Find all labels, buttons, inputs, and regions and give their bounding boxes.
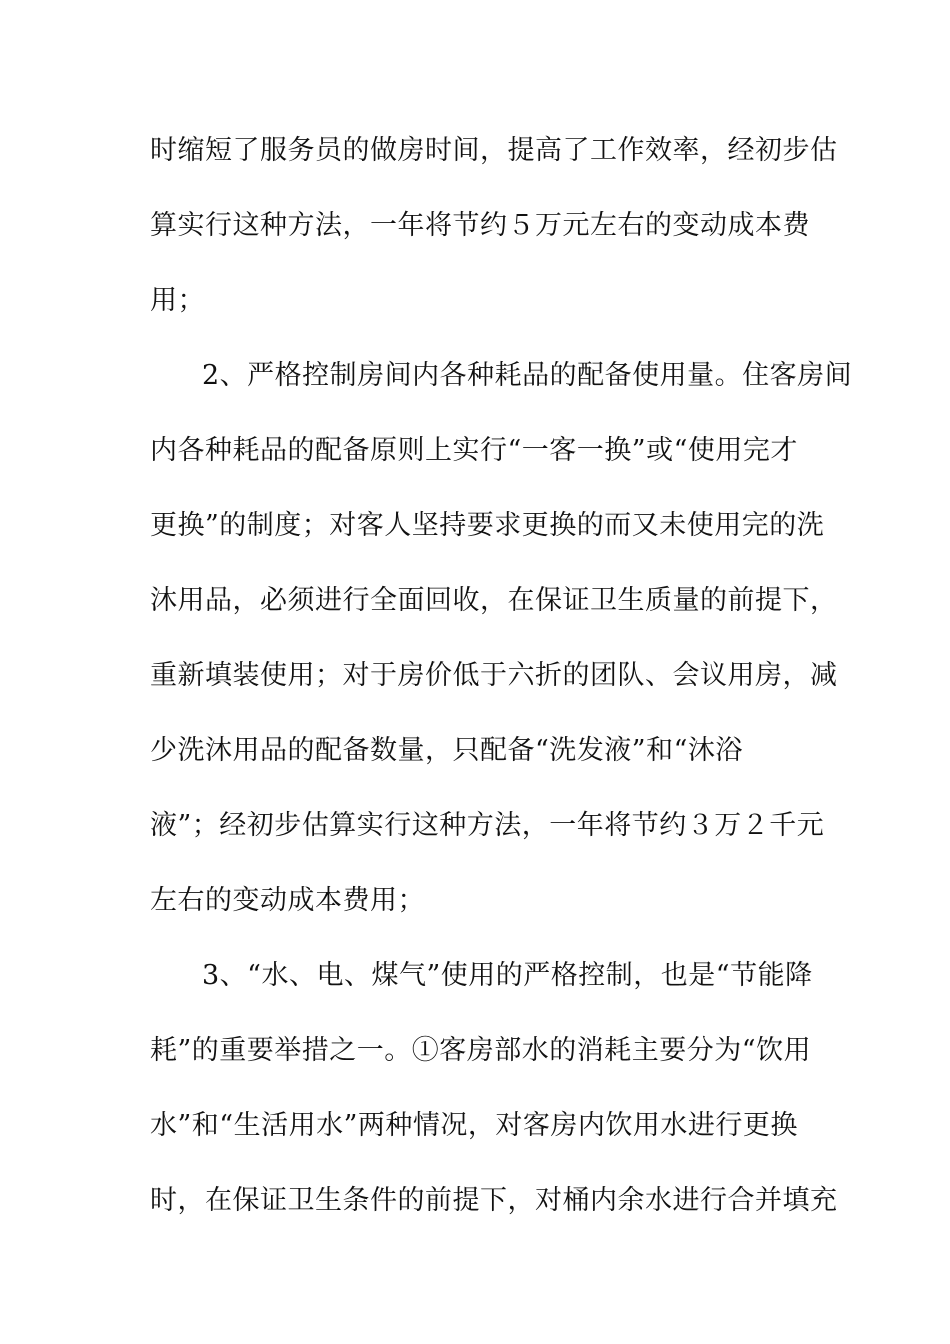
text-line: 少洗沐用品的配备数量，只配备“洗发液”和“沐浴 <box>150 735 743 766</box>
text-line: 内各种耗品的配备原则上实行“一客一换”或“使用完才 <box>150 435 798 466</box>
paragraph-3-first-line: 3、“水、电、煤气”使用的严格控制，也是“节能降 <box>202 960 813 991</box>
text-line: 用； <box>150 285 205 316</box>
text-line: 水”和“生活用水”两种情况，对客房内饮用水进行更换 <box>150 1110 798 1141</box>
text-line: 更换”的制度；对客人坚持要求更换的而又未使用完的洗 <box>150 510 825 541</box>
text-line: 算实行这种方法，一年将节约５万元左右的变动成本费 <box>150 210 810 241</box>
text-line: 重新填装使用；对于房价低于六折的团队、会议用房，减 <box>150 660 838 691</box>
text-line: 耗”的重要举措之一。①客房部水的消耗主要分为“饮用 <box>150 1035 812 1066</box>
text-line: 沐用品，必须进行全面回收，在保证卫生质量的前提下， <box>150 585 838 616</box>
text-line: 左右的变动成本费用； <box>150 885 425 916</box>
text-line: 时缩短了服务员的做房时间，提高了工作效率，经初步估 <box>150 135 838 166</box>
text-line: 液”；经初步估算实行这种方法，一年将节约３万２千元 <box>150 810 825 841</box>
paragraph-2-first-line: 2、严格控制房间内各种耗品的配备使用量。住客房间 <box>202 360 853 391</box>
text-line: 时，在保证卫生条件的前提下，对桶内余水进行合并填充 <box>150 1185 838 1216</box>
